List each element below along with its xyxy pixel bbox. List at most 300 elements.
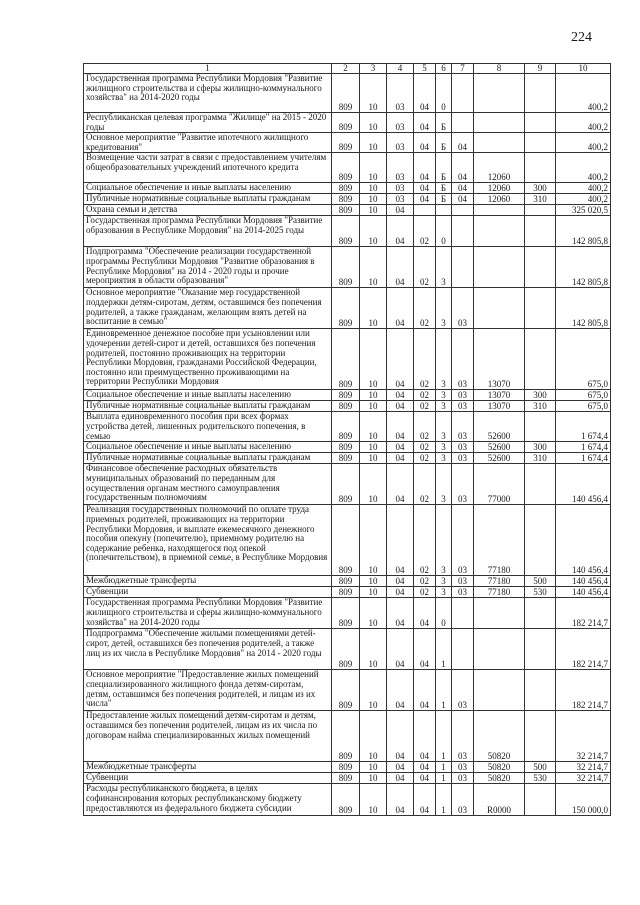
table-row: [84, 629, 611, 670]
cell-amount: 1 674,4: [556, 453, 611, 464]
cell-admin: 809: [332, 74, 360, 113]
cell-program: 04: [414, 74, 436, 113]
cell-section: 10: [360, 629, 387, 670]
cell-amount: 142 805,8: [556, 247, 611, 288]
cell-program: 02: [414, 216, 436, 247]
cell-name: Субвенции: [84, 773, 332, 784]
cell-direction: 77180: [474, 505, 525, 576]
cell-expense-type: 300: [525, 183, 556, 194]
cell-subprogram: 3: [436, 453, 452, 464]
cell-admin: 809: [332, 113, 360, 133]
table-row: [84, 133, 611, 153]
cell-subsection: 04: [387, 412, 414, 442]
cell-subprogram: Б: [436, 183, 452, 194]
cell-subprogram: 0: [436, 598, 452, 629]
cell-activity: [452, 205, 474, 216]
cell-program: 04: [414, 183, 436, 194]
cell-program: 02: [414, 247, 436, 288]
cell-amount: 140 456,4: [556, 576, 611, 587]
cell-activity: 03: [452, 670, 474, 711]
cell-admin: 809: [332, 773, 360, 784]
cell-program: 02: [414, 505, 436, 576]
cell-amount: 140 456,4: [556, 587, 611, 598]
cell-name: Социальное обеспечение и иные выплаты населению: [84, 390, 332, 401]
cell-admin: 809: [332, 390, 360, 401]
cell-admin: 809: [332, 505, 360, 576]
cell-section: 10: [360, 505, 387, 576]
cell-name: Государственная программа Республики Мордовия "Развитие образования в Республике Мордовия" на 2014-2025 годы: [84, 216, 332, 247]
cell-program: 02: [414, 329, 436, 390]
cell-subsection: 03: [387, 133, 414, 153]
cell-activity: 03: [452, 453, 474, 464]
cell-admin: 809: [332, 711, 360, 762]
cell-section: 10: [360, 329, 387, 390]
cell-expense-type: [525, 113, 556, 133]
cell-subprogram: 1: [436, 762, 452, 773]
header-cell: 10: [556, 64, 611, 74]
cell-amount: 675,0: [556, 401, 611, 412]
cell-name: Реализация государственных полномочий по оплате труда приемных родителей, проживающих на территории Республики Мордовия, и выплате ежемесячного денежного пособия опекуну (попечителю), приемному родителю на содержание ребенка, находящегося под опекой (попечительством), в приемной семье, в Республике Мордовия: [84, 505, 332, 576]
header-cell: 5: [414, 64, 436, 74]
cell-subsection: 04: [387, 784, 414, 816]
cell-direction: 52600: [474, 453, 525, 464]
cell-subsection: 04: [387, 390, 414, 401]
cell-program: 04: [414, 194, 436, 205]
cell-subprogram: 0: [436, 216, 452, 247]
cell-name: Предоставление жилых помещений детям-сиротам и детям, оставшимся без попечения родителей, лицам из их числа по договорам найма специализированных жилых помещений: [84, 711, 332, 762]
cell-name: Межбюджетные трансферты: [84, 762, 332, 773]
cell-direction: 13070: [474, 390, 525, 401]
table-row: [84, 711, 611, 762]
cell-subprogram: 3: [436, 505, 452, 576]
cell-admin: 809: [332, 216, 360, 247]
cell-admin: 809: [332, 784, 360, 816]
header-cell: 6: [436, 64, 452, 74]
cell-name: Охрана семьи и детства: [84, 205, 332, 216]
cell-section: 10: [360, 598, 387, 629]
cell-amount: 182 214,7: [556, 629, 611, 670]
cell-expense-type: [525, 153, 556, 183]
cell-subprogram: 3: [436, 576, 452, 587]
cell-subprogram: 3: [436, 442, 452, 453]
cell-activity: 04: [452, 153, 474, 183]
cell-program: 04: [414, 153, 436, 183]
cell-section: 10: [360, 464, 387, 505]
cell-activity: [452, 629, 474, 670]
cell-name: Республиканская целевая программа "Жилище" на 2015 - 2020 годы: [84, 113, 332, 133]
cell-section: 10: [360, 153, 387, 183]
cell-subprogram: 0: [436, 74, 452, 113]
cell-name: Государственная программа Республики Мордовия "Развитие жилищного строительства и сферы жилищно-коммунального хозяйства" на 2014-2020 годы: [84, 74, 332, 113]
cell-admin: 809: [332, 670, 360, 711]
cell-subsection: 04: [387, 587, 414, 598]
cell-expense-type: [525, 464, 556, 505]
cell-subsection: 04: [387, 505, 414, 576]
cell-section: 10: [360, 442, 387, 453]
cell-name: Финансовое обеспечение расходных обязательств муниципальных образований по переданным для осуществления органам местного самоуправления государственным полномочиям: [84, 464, 332, 505]
cell-amount: 32 214,7: [556, 762, 611, 773]
cell-program: 04: [414, 133, 436, 153]
cell-subprogram: 3: [436, 288, 452, 329]
table-row: [84, 505, 611, 576]
table-row: [84, 216, 611, 247]
cell-direction: 52600: [474, 412, 525, 442]
cell-name: Основное мероприятие "Оказание мер государственной поддержки детям-сиротам, детям, оставшимся без попечения родителей, а также гражданам, желающим взять детей на воспитание в семью": [84, 288, 332, 329]
cell-expense-type: 310: [525, 453, 556, 464]
cell-amount: 150 000,0: [556, 784, 611, 816]
cell-activity: 03: [452, 401, 474, 412]
cell-program: 04: [414, 762, 436, 773]
cell-subsection: 03: [387, 113, 414, 133]
table-header-row: [84, 64, 611, 74]
cell-amount: 142 805,8: [556, 288, 611, 329]
cell-direction: [474, 670, 525, 711]
cell-subsection: 04: [387, 216, 414, 247]
cell-subsection: 04: [387, 329, 414, 390]
cell-section: 10: [360, 576, 387, 587]
cell-program: 04: [414, 670, 436, 711]
cell-admin: 809: [332, 205, 360, 216]
cell-expense-type: [525, 784, 556, 816]
table-row: [84, 183, 611, 194]
cell-amount: 182 214,7: [556, 598, 611, 629]
table-row: [84, 113, 611, 133]
budget-table: [83, 63, 611, 816]
cell-name: Социальное обеспечение и иные выплаты населению: [84, 442, 332, 453]
cell-activity: 03: [452, 390, 474, 401]
header-cell: 9: [525, 64, 556, 74]
cell-subsection: 04: [387, 442, 414, 453]
cell-subsection: 04: [387, 288, 414, 329]
cell-subprogram: 1: [436, 670, 452, 711]
cell-amount: 400,2: [556, 194, 611, 205]
cell-name: Основное мероприятие "Развитие ипотечного жилищного кредитования": [84, 133, 332, 153]
cell-program: 04: [414, 629, 436, 670]
cell-name: Публичные нормативные социальные выплаты гражданам: [84, 401, 332, 412]
cell-direction: [474, 216, 525, 247]
cell-expense-type: [525, 670, 556, 711]
cell-direction: 77000: [474, 464, 525, 505]
cell-name: Возмещение части затрат в связи с предоставлением учителям общеобразовательных учреждений ипотечного кредита: [84, 153, 332, 183]
table-row: [84, 587, 611, 598]
cell-subsection: 04: [387, 598, 414, 629]
cell-expense-type: [525, 412, 556, 442]
cell-direction: [474, 247, 525, 288]
cell-direction: 13070: [474, 401, 525, 412]
table-row: [84, 194, 611, 205]
cell-subprogram: 3: [436, 329, 452, 390]
cell-subsection: 03: [387, 74, 414, 113]
cell-expense-type: 530: [525, 773, 556, 784]
cell-name: Публичные нормативные социальные выплаты гражданам: [84, 453, 332, 464]
cell-direction: [474, 205, 525, 216]
cell-amount: 32 214,7: [556, 711, 611, 762]
cell-section: 10: [360, 453, 387, 464]
cell-program: 04: [414, 711, 436, 762]
cell-amount: 325 020,5: [556, 205, 611, 216]
cell-admin: 809: [332, 464, 360, 505]
cell-section: 10: [360, 133, 387, 153]
table-row: [84, 288, 611, 329]
cell-amount: 32 214,7: [556, 773, 611, 784]
table-row: [84, 442, 611, 453]
cell-direction: [474, 133, 525, 153]
cell-subprogram: 3: [436, 247, 452, 288]
cell-subprogram: 1: [436, 784, 452, 816]
cell-subprogram: Б: [436, 194, 452, 205]
cell-section: 10: [360, 587, 387, 598]
cell-section: 10: [360, 401, 387, 412]
cell-expense-type: 500: [525, 576, 556, 587]
table-row: [84, 401, 611, 412]
cell-subsection: 04: [387, 629, 414, 670]
header-cell: 7: [452, 64, 474, 74]
cell-activity: 03: [452, 576, 474, 587]
cell-direction: 50820: [474, 711, 525, 762]
cell-admin: 809: [332, 247, 360, 288]
cell-expense-type: 530: [525, 587, 556, 598]
cell-subsection: 04: [387, 205, 414, 216]
cell-admin: 809: [332, 629, 360, 670]
cell-program: 02: [414, 464, 436, 505]
cell-subsection: 04: [387, 762, 414, 773]
cell-section: 10: [360, 288, 387, 329]
cell-section: 10: [360, 762, 387, 773]
cell-subprogram: Б: [436, 133, 452, 153]
cell-program: 02: [414, 453, 436, 464]
cell-admin: 809: [332, 288, 360, 329]
cell-subprogram: 1: [436, 711, 452, 762]
cell-subsection: 03: [387, 153, 414, 183]
cell-admin: 809: [332, 133, 360, 153]
header-cell: 8: [474, 64, 525, 74]
cell-expense-type: [525, 329, 556, 390]
table-row: [84, 576, 611, 587]
cell-subprogram: 1: [436, 629, 452, 670]
cell-direction: [474, 74, 525, 113]
cell-subsection: 03: [387, 183, 414, 194]
cell-activity: [452, 113, 474, 133]
cell-activity: [452, 216, 474, 247]
cell-subprogram: Б: [436, 113, 452, 133]
cell-activity: 03: [452, 711, 474, 762]
cell-admin: 809: [332, 576, 360, 587]
cell-direction: 77180: [474, 576, 525, 587]
cell-admin: 809: [332, 587, 360, 598]
cell-expense-type: [525, 205, 556, 216]
cell-subsection: 04: [387, 773, 414, 784]
cell-program: 02: [414, 401, 436, 412]
cell-section: 10: [360, 784, 387, 816]
cell-amount: 140 456,4: [556, 505, 611, 576]
table-row: [84, 784, 611, 816]
table-row: [84, 598, 611, 629]
cell-admin: 809: [332, 412, 360, 442]
cell-admin: 809: [332, 442, 360, 453]
cell-name: Субвенции: [84, 587, 332, 598]
cell-subsection: 04: [387, 247, 414, 288]
cell-admin: 809: [332, 598, 360, 629]
cell-subsection: 04: [387, 711, 414, 762]
cell-amount: 400,2: [556, 183, 611, 194]
cell-program: 04: [414, 113, 436, 133]
cell-admin: 809: [332, 453, 360, 464]
cell-activity: 03: [452, 464, 474, 505]
cell-expense-type: 300: [525, 442, 556, 453]
cell-name: Единовременное денежное пособие при усыновлении или удочерении детей-сирот и детей, оставшихся без попечения родителей, постоянно проживающих на территории Республики Мордовия, гражданами Российской Федерации, постоянно или преимущественно проживающими на территории Республики Мордовия: [84, 329, 332, 390]
cell-direction: 77180: [474, 587, 525, 598]
page-number: 224: [571, 30, 592, 45]
cell-section: 10: [360, 74, 387, 113]
header-cell: 1: [84, 64, 332, 74]
cell-subprogram: 1: [436, 773, 452, 784]
cell-section: 10: [360, 412, 387, 442]
cell-name: Расходы республиканского бюджета, в целях софинансирования которых республиканскому бюджету предоставляются из федерального бюджета субсидии: [84, 784, 332, 816]
cell-direction: R0000: [474, 784, 525, 816]
table-row: [84, 762, 611, 773]
cell-activity: 03: [452, 329, 474, 390]
cell-section: 10: [360, 773, 387, 784]
cell-expense-type: [525, 74, 556, 113]
cell-expense-type: 300: [525, 390, 556, 401]
header-cell: 4: [387, 64, 414, 74]
cell-subsection: 04: [387, 453, 414, 464]
cell-section: 10: [360, 194, 387, 205]
header-cell: 3: [360, 64, 387, 74]
cell-name: Государственная программа Республики Мордовия "Развитие жилищного строительства и сферы жилищно-коммунального хозяйства" на 2014-2020 годы: [84, 598, 332, 629]
cell-subprogram: [436, 205, 452, 216]
cell-amount: 142 805,8: [556, 216, 611, 247]
cell-activity: 03: [452, 773, 474, 784]
cell-program: 02: [414, 576, 436, 587]
table-row: [84, 773, 611, 784]
cell-name: Выплата единовременного пособия при всех формах устройства детей, лишенных родительского попечения, в семью: [84, 412, 332, 442]
cell-activity: 03: [452, 762, 474, 773]
cell-amount: 675,0: [556, 329, 611, 390]
cell-subsection: 04: [387, 464, 414, 505]
cell-program: 02: [414, 390, 436, 401]
cell-subprogram: 3: [436, 464, 452, 505]
table-row: [84, 390, 611, 401]
table-row: [84, 205, 611, 216]
cell-program: 04: [414, 784, 436, 816]
cell-direction: [474, 113, 525, 133]
cell-amount: 1 674,4: [556, 442, 611, 453]
cell-amount: 140 456,4: [556, 464, 611, 505]
cell-expense-type: 500: [525, 762, 556, 773]
cell-program: 04: [414, 598, 436, 629]
cell-section: 10: [360, 711, 387, 762]
cell-expense-type: [525, 598, 556, 629]
cell-admin: 809: [332, 194, 360, 205]
cell-activity: 03: [452, 587, 474, 598]
cell-amount: 400,2: [556, 133, 611, 153]
cell-direction: 50820: [474, 773, 525, 784]
cell-name: Подпрограмма "Обеспечение реализации государственной программы Республики Мордовия "Развитие образования в Республике Мордовия" на 2014 - 2020 годы и прочие мероприятия в области образования": [84, 247, 332, 288]
cell-activity: [452, 74, 474, 113]
cell-activity: 04: [452, 194, 474, 205]
cell-expense-type: [525, 247, 556, 288]
cell-section: 10: [360, 247, 387, 288]
cell-subprogram: 3: [436, 401, 452, 412]
table-row: [84, 464, 611, 505]
cell-subsection: 04: [387, 670, 414, 711]
table-row: [84, 74, 611, 113]
cell-program: [414, 205, 436, 216]
table-row: [84, 329, 611, 390]
cell-admin: 809: [332, 762, 360, 773]
cell-admin: 809: [332, 401, 360, 412]
cell-expense-type: 310: [525, 194, 556, 205]
cell-subprogram: Б: [436, 153, 452, 183]
table-row: [84, 153, 611, 183]
cell-expense-type: [525, 505, 556, 576]
cell-activity: 04: [452, 133, 474, 153]
cell-program: 02: [414, 587, 436, 598]
cell-section: 10: [360, 390, 387, 401]
table-row: [84, 412, 611, 442]
cell-expense-type: [525, 629, 556, 670]
cell-activity: 03: [452, 784, 474, 816]
cell-amount: 182 214,7: [556, 670, 611, 711]
cell-direction: [474, 288, 525, 329]
cell-name: Публичные нормативные социальные выплаты гражданам: [84, 194, 332, 205]
cell-subprogram: 3: [436, 587, 452, 598]
cell-subsection: 03: [387, 194, 414, 205]
header-cell: 2: [332, 64, 360, 74]
cell-program: 02: [414, 288, 436, 329]
cell-amount: 675,0: [556, 390, 611, 401]
cell-admin: 809: [332, 183, 360, 194]
cell-subprogram: 3: [436, 390, 452, 401]
cell-amount: 1 674,4: [556, 412, 611, 442]
cell-name: Социальное обеспечение и иные выплаты населению: [84, 183, 332, 194]
cell-subsection: 04: [387, 401, 414, 412]
cell-section: 10: [360, 216, 387, 247]
cell-direction: 12060: [474, 194, 525, 205]
cell-name: Межбюджетные трансферты: [84, 576, 332, 587]
table-row: [84, 247, 611, 288]
cell-direction: [474, 598, 525, 629]
cell-section: 10: [360, 113, 387, 133]
cell-expense-type: [525, 288, 556, 329]
cell-section: 10: [360, 205, 387, 216]
cell-direction: 13070: [474, 329, 525, 390]
cell-activity: 04: [452, 183, 474, 194]
table-row: [84, 453, 611, 464]
cell-direction: 52600: [474, 442, 525, 453]
cell-activity: 03: [452, 412, 474, 442]
cell-expense-type: 310: [525, 401, 556, 412]
cell-activity: [452, 598, 474, 629]
cell-amount: 400,2: [556, 113, 611, 133]
cell-program: 04: [414, 773, 436, 784]
cell-activity: 03: [452, 505, 474, 576]
cell-expense-type: [525, 216, 556, 247]
cell-program: 02: [414, 442, 436, 453]
cell-name: Основное мероприятие "Предоставление жилых помещений специализированного жилищного фонда детям-сиротам, детям, оставшимся без попечения родителей, и лицам из их числа": [84, 670, 332, 711]
cell-activity: 03: [452, 442, 474, 453]
cell-activity: 03: [452, 288, 474, 329]
cell-subprogram: 3: [436, 412, 452, 442]
cell-admin: 809: [332, 153, 360, 183]
cell-section: 10: [360, 183, 387, 194]
cell-expense-type: [525, 133, 556, 153]
cell-direction: [474, 629, 525, 670]
cell-direction: 12060: [474, 183, 525, 194]
cell-direction: 12060: [474, 153, 525, 183]
cell-amount: 400,2: [556, 74, 611, 113]
